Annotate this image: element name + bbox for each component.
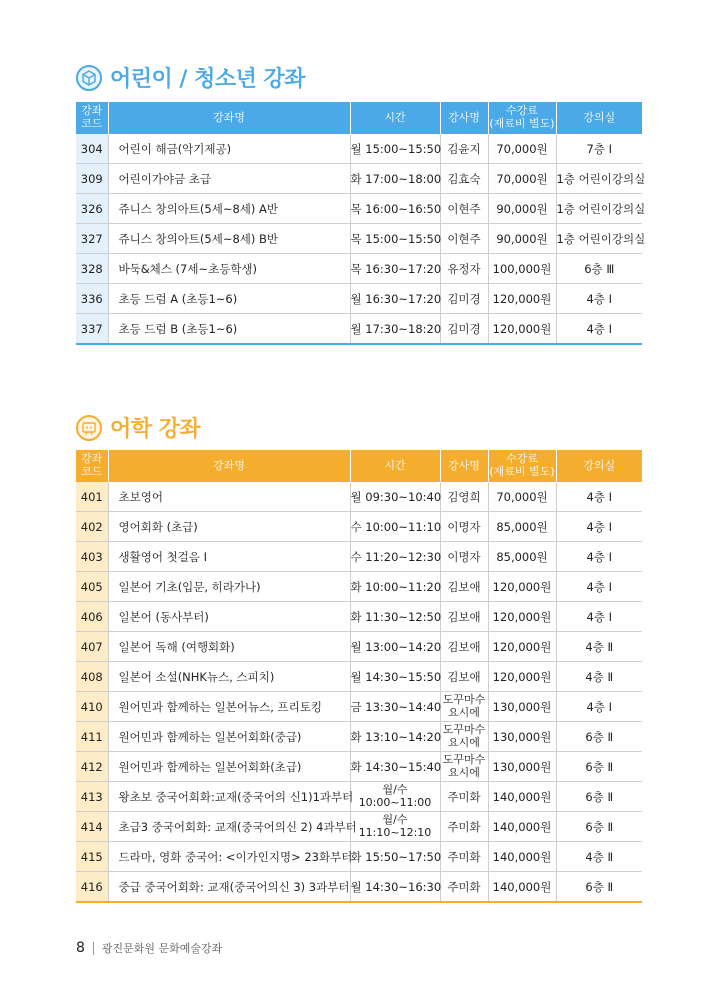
header-teacher: 강사명 bbox=[440, 450, 488, 482]
course-code: 411 bbox=[76, 722, 108, 752]
course-room: 4층 Ⅰ bbox=[556, 284, 642, 314]
course-fee: 120,000원 bbox=[488, 662, 556, 692]
course-room: 6층 Ⅱ bbox=[556, 752, 642, 782]
course-fee: 120,000원 bbox=[488, 314, 556, 345]
table-row bbox=[76, 194, 642, 224]
table-row bbox=[76, 782, 642, 812]
course-table-language bbox=[76, 450, 642, 903]
course-room: 6층 Ⅲ bbox=[556, 254, 642, 284]
table-row bbox=[76, 722, 642, 752]
course-room: 4층 Ⅰ bbox=[556, 542, 642, 572]
course-time: 월 09:30~10:40 bbox=[350, 482, 440, 512]
course-time: 월 16:30~17:20 bbox=[350, 284, 440, 314]
course-room: 6층 Ⅱ bbox=[556, 782, 642, 812]
course-time: 화 14:30~15:40 bbox=[350, 752, 440, 782]
course-code: 416 bbox=[76, 872, 108, 903]
header-fee: 수강료 (재료비 별도) bbox=[488, 450, 556, 482]
header-room: 강의실 bbox=[556, 450, 642, 482]
course-time: 목 16:30~17:20 bbox=[350, 254, 440, 284]
course-code: 336 bbox=[76, 284, 108, 314]
course-code: 403 bbox=[76, 542, 108, 572]
course-code: 412 bbox=[76, 752, 108, 782]
footer-text: 광진문화원 문화예술강좌 bbox=[101, 942, 223, 955]
header-room: 강의실 bbox=[556, 102, 642, 134]
page-number: 8 bbox=[76, 940, 85, 956]
header-fee: 수강료 (재료비 별도) bbox=[488, 102, 556, 134]
course-code: 407 bbox=[76, 632, 108, 662]
course-time: 수 11:20~12:30 bbox=[350, 542, 440, 572]
course-code: 405 bbox=[76, 572, 108, 602]
header-code: 강좌 코드 bbox=[76, 450, 108, 482]
table-row bbox=[76, 602, 642, 632]
course-code: 401 bbox=[76, 482, 108, 512]
course-name: 영어회화 (초급) bbox=[108, 512, 350, 542]
course-time: 월 15:00~15:50 bbox=[350, 134, 440, 164]
table-row bbox=[76, 572, 642, 602]
table-row bbox=[76, 164, 642, 194]
course-code: 327 bbox=[76, 224, 108, 254]
course-time: 화 11:30~12:50 bbox=[350, 602, 440, 632]
course-room: 1층 어린이강의실 bbox=[556, 164, 642, 194]
course-room: 4층 Ⅱ bbox=[556, 632, 642, 662]
table-row bbox=[76, 632, 642, 662]
course-fee: 140,000원 bbox=[488, 842, 556, 872]
course-teacher: 이명자 bbox=[440, 512, 488, 542]
course-room: 6층 Ⅱ bbox=[556, 722, 642, 752]
course-code: 406 bbox=[76, 602, 108, 632]
course-name: 생활영어 첫걸음 Ⅰ bbox=[108, 542, 350, 572]
course-room: 4층 Ⅰ bbox=[556, 602, 642, 632]
course-time: 수 10:00~11:10 bbox=[350, 512, 440, 542]
course-teacher: 주미화 bbox=[440, 872, 488, 903]
course-teacher: 김효숙 bbox=[440, 164, 488, 194]
course-teacher: 유정자 bbox=[440, 254, 488, 284]
course-room: 1층 어린이강의실 bbox=[556, 224, 642, 254]
course-teacher: 도꾸마수 요시에 bbox=[440, 722, 488, 752]
course-teacher: 이명자 bbox=[440, 542, 488, 572]
course-fee: 120,000원 bbox=[488, 284, 556, 314]
page-footer bbox=[76, 940, 222, 956]
table-row bbox=[76, 542, 642, 572]
course-teacher: 김보애 bbox=[440, 602, 488, 632]
table-row bbox=[76, 512, 642, 542]
table-header-row bbox=[76, 450, 642, 482]
course-teacher: 이현주 bbox=[440, 224, 488, 254]
course-time: 화 13:10~14:20 bbox=[350, 722, 440, 752]
course-code: 328 bbox=[76, 254, 108, 284]
course-time: 화 15:50~17:50 bbox=[350, 842, 440, 872]
course-name: 초급3 중국어회화: 교재(중국어의신 2) 4과부터 bbox=[108, 812, 350, 842]
course-time: 화 17:00~18:00 bbox=[350, 164, 440, 194]
course-time: 금 13:30~14:40 bbox=[350, 692, 440, 722]
header-time: 시간 bbox=[350, 450, 440, 482]
chat-board-icon bbox=[76, 415, 102, 441]
section-title-text: 어학 강좌 bbox=[110, 417, 201, 442]
table-row bbox=[76, 872, 642, 903]
header-teacher: 강사명 bbox=[440, 102, 488, 134]
course-name: 일본어 (동사부터) bbox=[108, 602, 350, 632]
course-teacher: 김윤지 bbox=[440, 134, 488, 164]
course-fee: 85,000원 bbox=[488, 512, 556, 542]
course-code: 337 bbox=[76, 314, 108, 345]
course-name: 드라마, 영화 중국어: <이가인지명> 23화부터 bbox=[108, 842, 350, 872]
section-title-language bbox=[76, 412, 200, 443]
course-fee: 90,000원 bbox=[488, 224, 556, 254]
course-name: 중급 중국어회화: 교재(중국어의신 3) 3과부터 bbox=[108, 872, 350, 903]
course-room: 7층 Ⅰ bbox=[556, 134, 642, 164]
course-fee: 85,000원 bbox=[488, 542, 556, 572]
section-title-youth bbox=[76, 62, 305, 93]
course-code: 402 bbox=[76, 512, 108, 542]
table-row bbox=[76, 662, 642, 692]
course-time: 월 13:00~14:20 bbox=[350, 632, 440, 662]
header-code: 강좌 코드 bbox=[76, 102, 108, 134]
course-teacher: 김영희 bbox=[440, 482, 488, 512]
course-name: 일본어 기초(입문, 히라가나) bbox=[108, 572, 350, 602]
course-name: 쥬니스 창의아트(5세~8세) A반 bbox=[108, 194, 350, 224]
course-fee: 130,000원 bbox=[488, 722, 556, 752]
course-time: 목 16:00~16:50 bbox=[350, 194, 440, 224]
table-row bbox=[76, 692, 642, 722]
course-name: 초등 드럼 B (초등1~6) bbox=[108, 314, 350, 345]
course-time: 월 17:30~18:20 bbox=[350, 314, 440, 345]
course-room: 4층 Ⅰ bbox=[556, 512, 642, 542]
table-row bbox=[76, 812, 642, 842]
course-code: 309 bbox=[76, 164, 108, 194]
course-name: 일본어 독해 (여행회화) bbox=[108, 632, 350, 662]
course-room: 1층 어린이강의실 bbox=[556, 194, 642, 224]
table-row bbox=[76, 752, 642, 782]
course-fee: 130,000원 bbox=[488, 752, 556, 782]
course-fee: 70,000원 bbox=[488, 134, 556, 164]
footer-divider bbox=[93, 942, 94, 955]
course-name: 왕초보 중국어회화:교재(중국어의 신1)1과부터 bbox=[108, 782, 350, 812]
course-time: 월/수 11:10~12:10 bbox=[350, 812, 440, 842]
cube-icon bbox=[76, 65, 102, 91]
course-name: 원어민과 함께하는 일본어뉴스, 프리토킹 bbox=[108, 692, 350, 722]
course-teacher: 도꾸마수 요시에 bbox=[440, 752, 488, 782]
course-code: 410 bbox=[76, 692, 108, 722]
course-fee: 100,000원 bbox=[488, 254, 556, 284]
table-row bbox=[76, 314, 642, 345]
course-teacher: 이현주 bbox=[440, 194, 488, 224]
course-time: 화 10:00~11:20 bbox=[350, 572, 440, 602]
course-fee: 120,000원 bbox=[488, 602, 556, 632]
course-teacher: 김보애 bbox=[440, 572, 488, 602]
course-fee: 120,000원 bbox=[488, 572, 556, 602]
course-name: 일본어 소설(NHK뉴스, 스피치) bbox=[108, 662, 350, 692]
course-fee: 140,000원 bbox=[488, 872, 556, 903]
table-row bbox=[76, 134, 642, 164]
course-fee: 70,000원 bbox=[488, 164, 556, 194]
course-room: 6층 Ⅱ bbox=[556, 872, 642, 903]
course-fee: 90,000원 bbox=[488, 194, 556, 224]
course-room: 4층 Ⅱ bbox=[556, 842, 642, 872]
course-teacher: 김미경 bbox=[440, 314, 488, 345]
course-name: 원어민과 함께하는 일본어회화(중급) bbox=[108, 722, 350, 752]
table-row bbox=[76, 254, 642, 284]
course-name: 바둑&체스 (7세~초등학생) bbox=[108, 254, 350, 284]
table-row bbox=[76, 482, 642, 512]
table-row bbox=[76, 842, 642, 872]
course-fee: 140,000원 bbox=[488, 782, 556, 812]
course-fee: 70,000원 bbox=[488, 482, 556, 512]
course-room: 4층 Ⅱ bbox=[556, 662, 642, 692]
course-name: 초등 드럼 A (초등1~6) bbox=[108, 284, 350, 314]
course-time: 월 14:30~16:30 bbox=[350, 872, 440, 903]
course-code: 413 bbox=[76, 782, 108, 812]
course-name: 초보영어 bbox=[108, 482, 350, 512]
section-title-text: 어린이 / 청소년 강좌 bbox=[110, 67, 306, 92]
course-teacher: 주미화 bbox=[440, 782, 488, 812]
course-teacher: 주미화 bbox=[440, 842, 488, 872]
course-room: 6층 Ⅱ bbox=[556, 812, 642, 842]
course-fee: 130,000원 bbox=[488, 692, 556, 722]
course-time: 목 15:00~15:50 bbox=[350, 224, 440, 254]
course-table-youth bbox=[76, 102, 646, 345]
course-name: 어린이가야금 초급 bbox=[108, 164, 350, 194]
course-room: 4층 Ⅰ bbox=[556, 314, 642, 345]
course-name: 원어민과 함께하는 일본어회화(초급) bbox=[108, 752, 350, 782]
course-teacher: 주미화 bbox=[440, 812, 488, 842]
course-teacher: 도꾸마수 요시에 bbox=[440, 692, 488, 722]
course-teacher: 김보애 bbox=[440, 662, 488, 692]
course-room: 4층 Ⅰ bbox=[556, 692, 642, 722]
course-fee: 120,000원 bbox=[488, 632, 556, 662]
course-name: 쥬니스 창의아트(5세~8세) B반 bbox=[108, 224, 350, 254]
course-room: 4층 Ⅰ bbox=[556, 572, 642, 602]
table-row bbox=[76, 224, 642, 254]
table-row bbox=[76, 284, 642, 314]
course-name: 어린이 해금(악기제공) bbox=[108, 134, 350, 164]
table-header-row bbox=[76, 102, 642, 134]
course-time: 월/수 10:00~11:00 bbox=[350, 782, 440, 812]
course-code: 408 bbox=[76, 662, 108, 692]
course-code: 415 bbox=[76, 842, 108, 872]
course-fee: 140,000원 bbox=[488, 812, 556, 842]
course-code: 414 bbox=[76, 812, 108, 842]
course-teacher: 김보애 bbox=[440, 632, 488, 662]
course-room: 4층 Ⅰ bbox=[556, 482, 642, 512]
course-time: 월 14:30~15:50 bbox=[350, 662, 440, 692]
course-teacher: 김미경 bbox=[440, 284, 488, 314]
header-name: 강좌명 bbox=[108, 450, 350, 482]
header-name: 강좌명 bbox=[108, 102, 350, 134]
course-code: 326 bbox=[76, 194, 108, 224]
header-time: 시간 bbox=[350, 102, 440, 134]
course-code: 304 bbox=[76, 134, 108, 164]
